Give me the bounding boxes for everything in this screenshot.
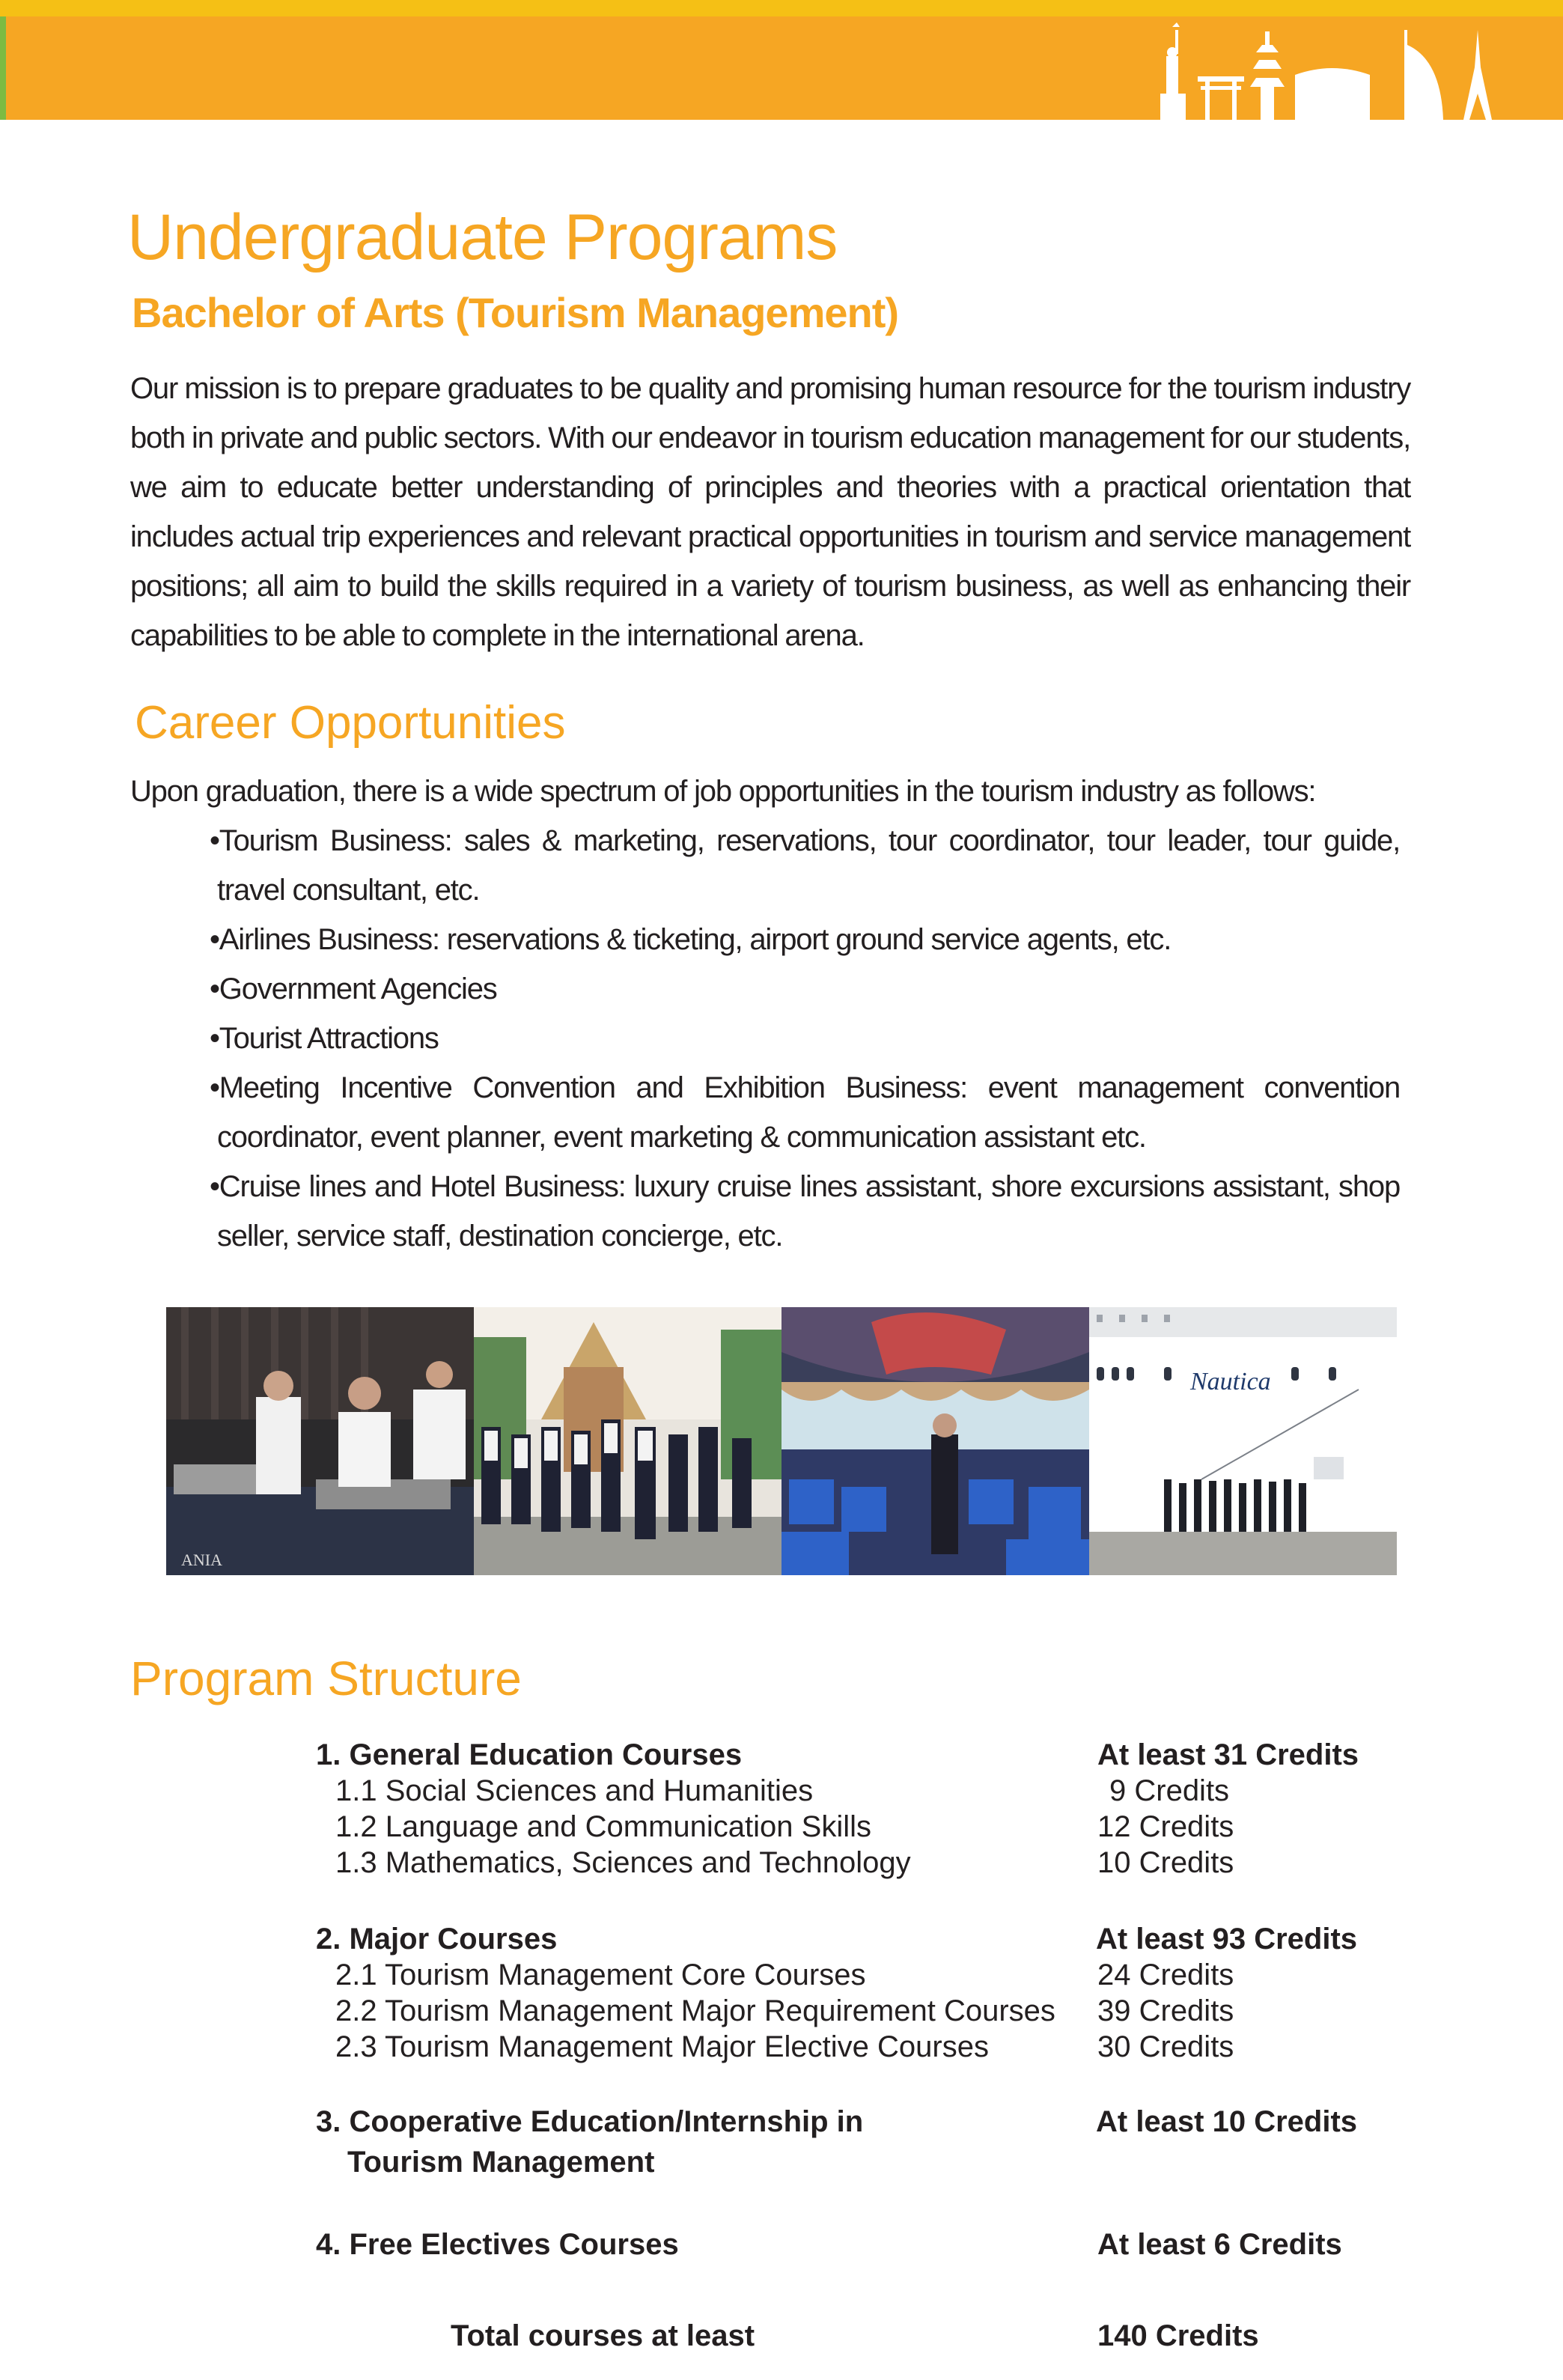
- career-item-cruise: •Cruise lines and Hotel Business: luxury cruise lines assistant, shore excursions assistant, shop seller, service staff, destination concierge, etc.: [210, 1170, 1400, 1253]
- ship-name-text: Nautica: [1190, 1368, 1271, 1396]
- header-gold-stripe: [0, 0, 1563, 16]
- group-1-credits: At least 31 Credits: [1097, 1738, 1359, 1771]
- career-item-government: •Government Agencies: [210, 973, 497, 1005]
- group-2-sub-3-credits: 30 Credits: [1097, 2030, 1234, 2063]
- photo-computer-lab: [166, 1307, 474, 1575]
- photo-banner-text: ANIA: [181, 1550, 222, 1569]
- header-banner: [0, 0, 1563, 120]
- group-2-sub-3: 2.3 Tourism Management Major Elective Courses: [335, 2030, 989, 2063]
- program-structure-heading: Program Structure: [130, 1652, 522, 1705]
- photo-bus-tour: [782, 1307, 1089, 1575]
- career-item-attractions: •Tourist Attractions: [210, 1022, 439, 1055]
- group-1-sub-1: 1.1 Social Sciences and Humanities: [335, 1774, 814, 1807]
- degree-title: Bachelor of Arts (Tourism Management): [132, 289, 899, 336]
- header-green-edge: [0, 16, 6, 120]
- group-2-sub-1: 2.1 Tourism Management Core Courses: [335, 1959, 866, 1991]
- mission-paragraph: Our mission is to prepare graduates to be quality and promising human resource for the tourism industry both in private and public sectors. With our endeavor in tourism education management for our students, we aim to educate better understanding of principles and theories with a practical orientation that includes actual trip experiences and relevant practical opportunities in tourism and service management positions; all aim to build the skills required in a variety of tourism business, as well as enhancing their capabilities to be able to complete in the international arena.: [130, 372, 1410, 652]
- group-4-credits: At least 6 Credits: [1097, 2228, 1342, 2261]
- landmarks-skyline-icon: [1145, 22, 1497, 120]
- career-heading: Career Opportunities: [135, 697, 566, 749]
- career-item-tourism: •Tourism Business: sales & marketing, reservations, tour coordinator, tour leader, tour guide, travel consultant, etc.: [210, 824, 1400, 907]
- total-label: Total courses at least: [451, 2319, 755, 2352]
- group-3-title: 3. Cooperative Education/Internship in: [316, 2105, 864, 2138]
- group-2-credits: At least 93 Credits: [1096, 1923, 1358, 1956]
- total-credits: 140 Credits: [1097, 2319, 1259, 2352]
- group-2-sub-2: 2.2 Tourism Management Major Requirement Courses: [335, 1994, 1055, 2027]
- page-title: Undergraduate Programs: [127, 201, 838, 273]
- career-intro: Upon graduation, there is a wide spectrum of job opportunities in the tourism industry as follows:: [130, 775, 1316, 808]
- group-2-sub-1-credits: 24 Credits: [1097, 1959, 1234, 1991]
- career-item-airlines: •Airlines Business: reservations & ticketing, airport ground service agents, etc.: [210, 923, 1172, 956]
- group-3-title-line-2: Tourism Management: [347, 2146, 655, 2179]
- group-1-title: 1. General Education Courses: [316, 1738, 743, 1771]
- group-1-sub-3-credits: 10 Credits: [1097, 1846, 1234, 1879]
- group-3-credits: At least 10 Credits: [1096, 2105, 1358, 2138]
- photo-temple-visit: [474, 1307, 782, 1575]
- photo-strip: [166, 1307, 1397, 1575]
- photo-cruise-ship: [1089, 1307, 1397, 1575]
- group-4-title: 4. Free Electives Courses: [316, 2228, 679, 2261]
- career-item-mice: •Meeting Incentive Convention and Exhibition Business: event management convention coordinator, event planner, event marketing & communication assistant etc.: [210, 1071, 1400, 1154]
- group-1-sub-2: 1.2 Language and Communication Skills: [335, 1810, 871, 1843]
- group-2-title: 2. Major Courses: [316, 1923, 558, 1956]
- group-1-sub-3: 1.3 Mathematics, Sciences and Technology: [335, 1846, 911, 1879]
- career-list: [210, 816, 1400, 1261]
- group-2-sub-2-credits: 39 Credits: [1097, 1994, 1234, 2027]
- group-1-sub-2-credits: 12 Credits: [1097, 1810, 1234, 1843]
- group-1-sub-1-credits: 9 Credits: [1109, 1774, 1230, 1807]
